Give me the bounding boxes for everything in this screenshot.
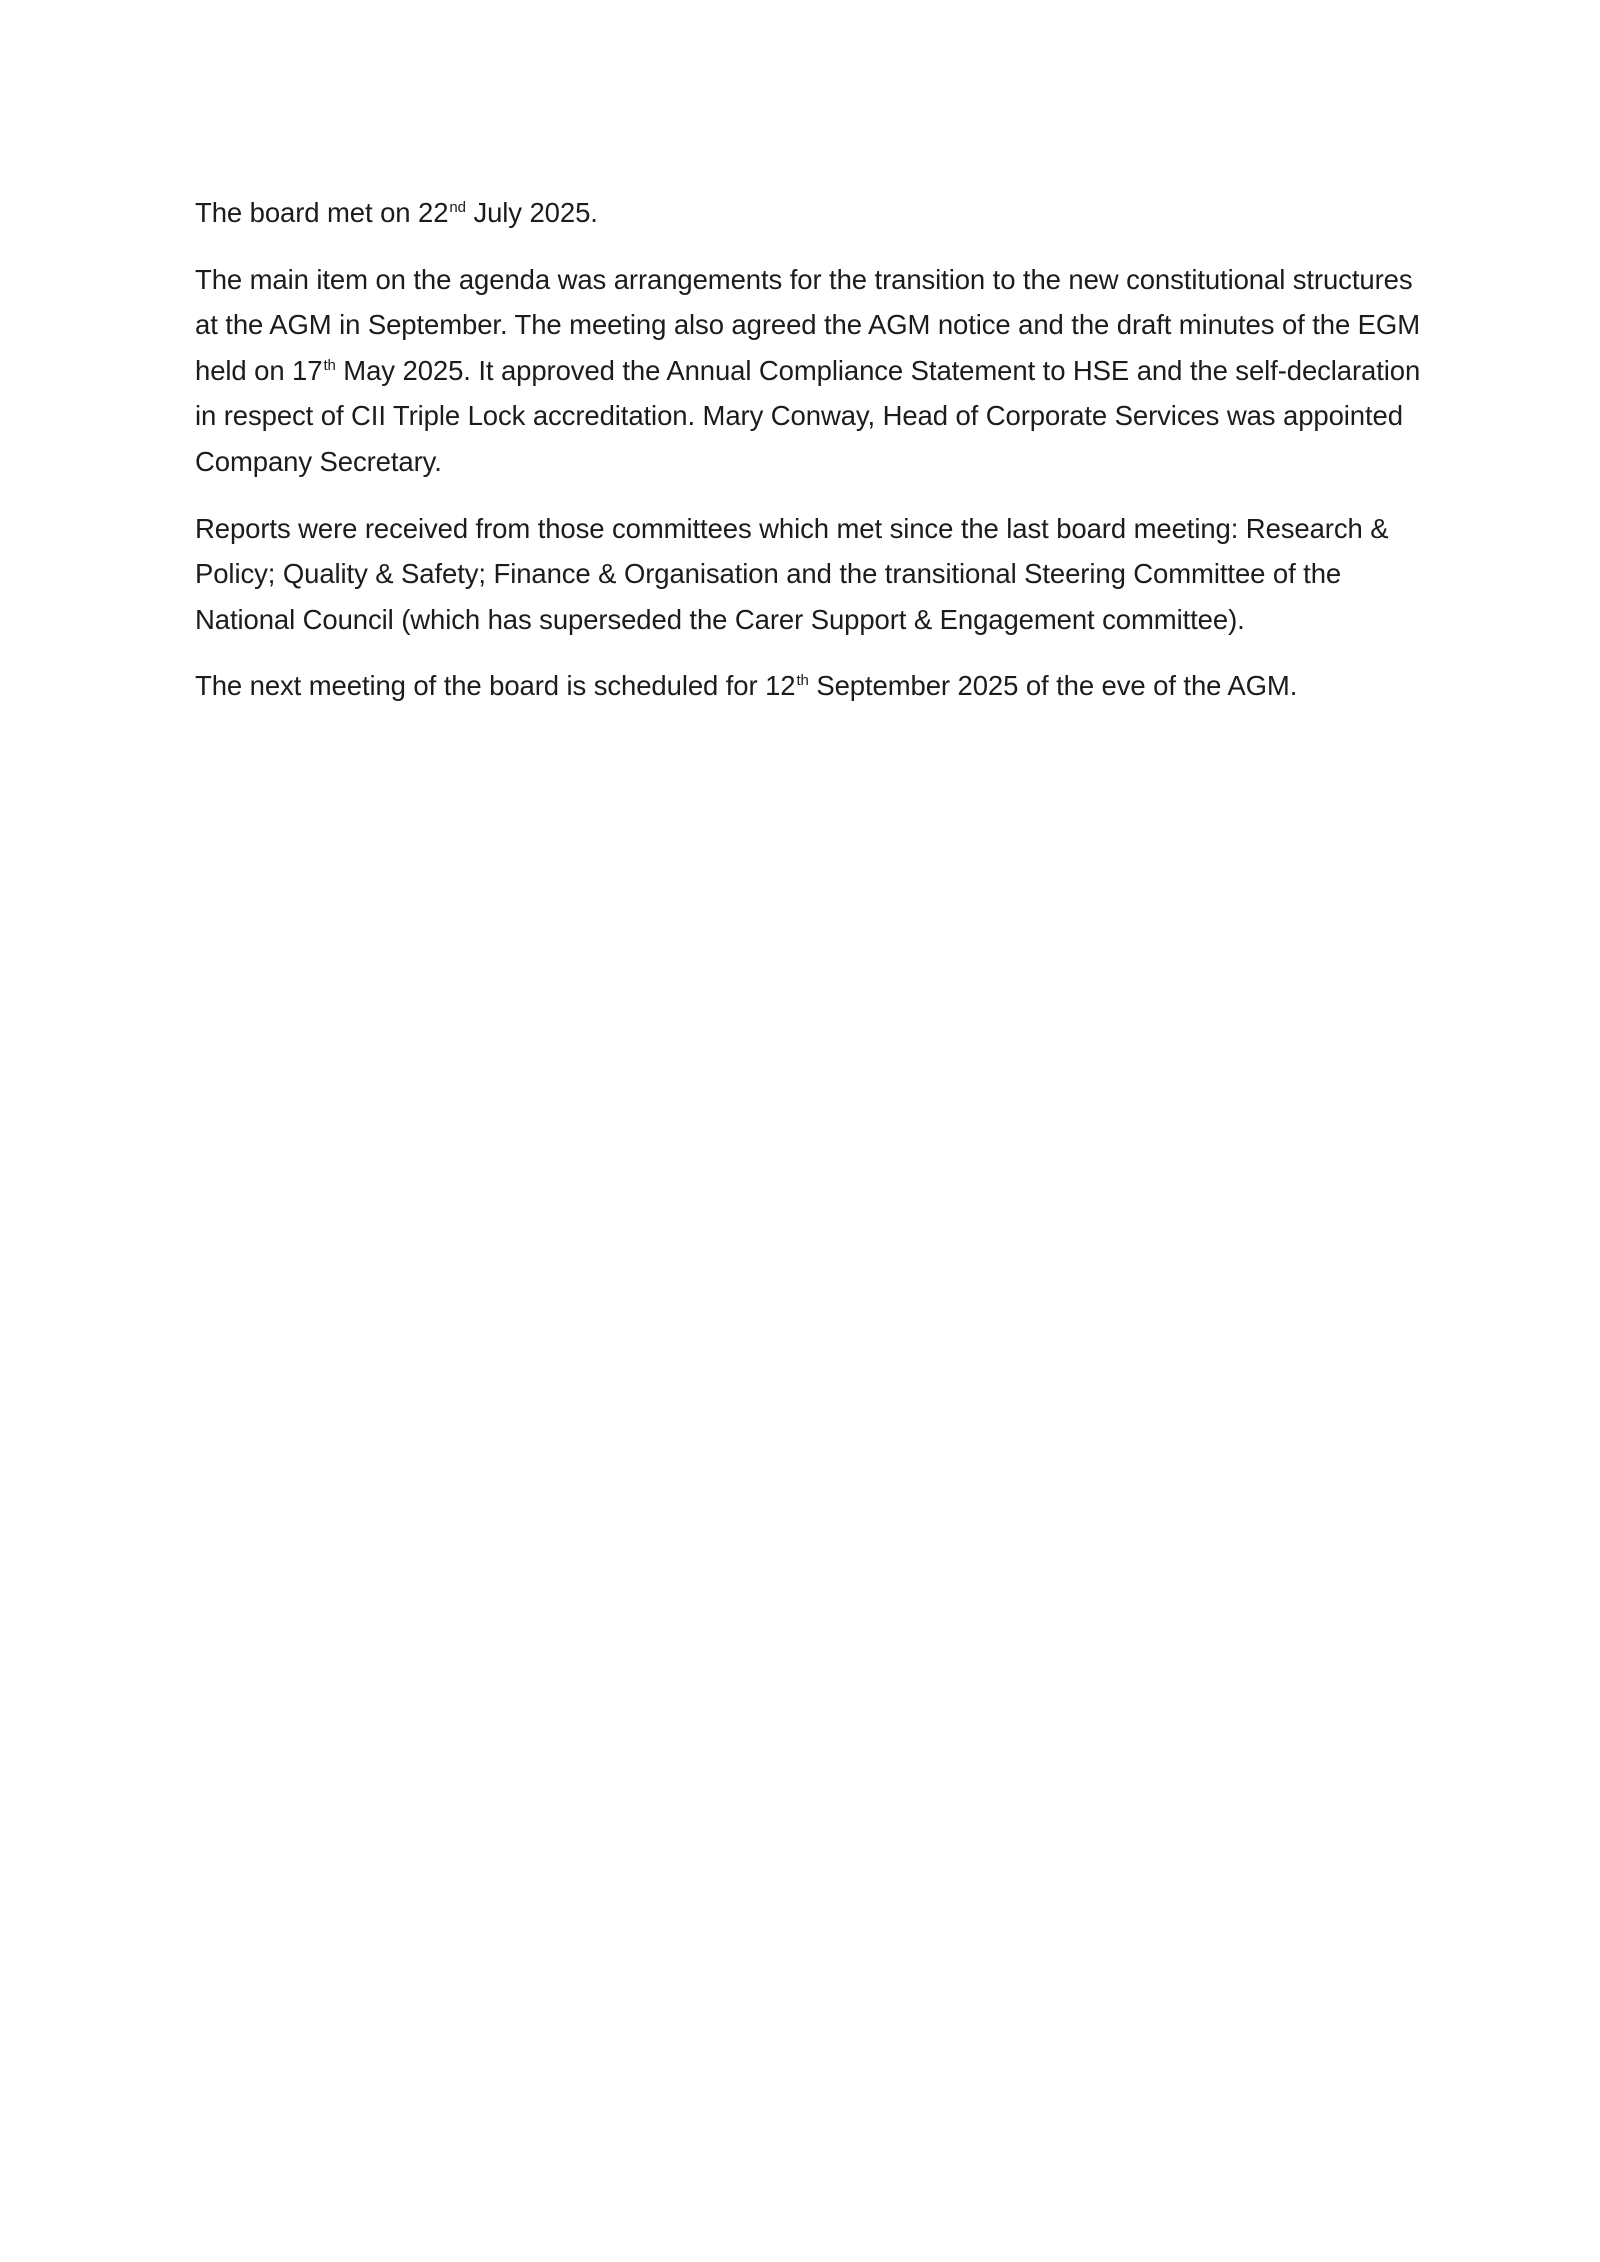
- text-run: The main item on the agenda was arrangements for the transition to the new constitutional structures at the AGM in September. The meeting also agreed the AGM notice and the draft minutes of the EGM held on 17: [195, 263, 1421, 386]
- paragraph-committee-reports: [195, 506, 1425, 643]
- text-run: September 2025 of the eve of the AGM.: [808, 670, 1298, 702]
- text-run: Reports were received from those committees which met since the last board meeting: Research & Policy; Quality & Safety; Finance & Organisation and the transitional Steering Committee of the National Council (which has superseded the Carer Support & Engagement committee).: [195, 512, 1389, 635]
- text-run: July 2025.: [465, 197, 598, 228]
- text-run: The board met on 22: [195, 197, 449, 228]
- paragraph-agenda-summary: [195, 257, 1425, 485]
- paragraph-next-meeting: [195, 663, 1425, 709]
- ordinal-suffix: th: [796, 672, 809, 690]
- document-body: [195, 190, 1425, 730]
- text-run: May 2025. It approved the Annual Compliance Statement to HSE and the self-declaration in respect of CII Triple Lock accreditation. Mary Conway, Head of Corporate Services was appointed Company Secretary.: [195, 354, 1421, 477]
- ordinal-suffix: nd: [449, 199, 466, 216]
- paragraph-meeting-date: [195, 190, 1425, 236]
- text-run: The next meeting of the board is scheduled for 12: [195, 670, 796, 702]
- ordinal-suffix: th: [323, 356, 336, 374]
